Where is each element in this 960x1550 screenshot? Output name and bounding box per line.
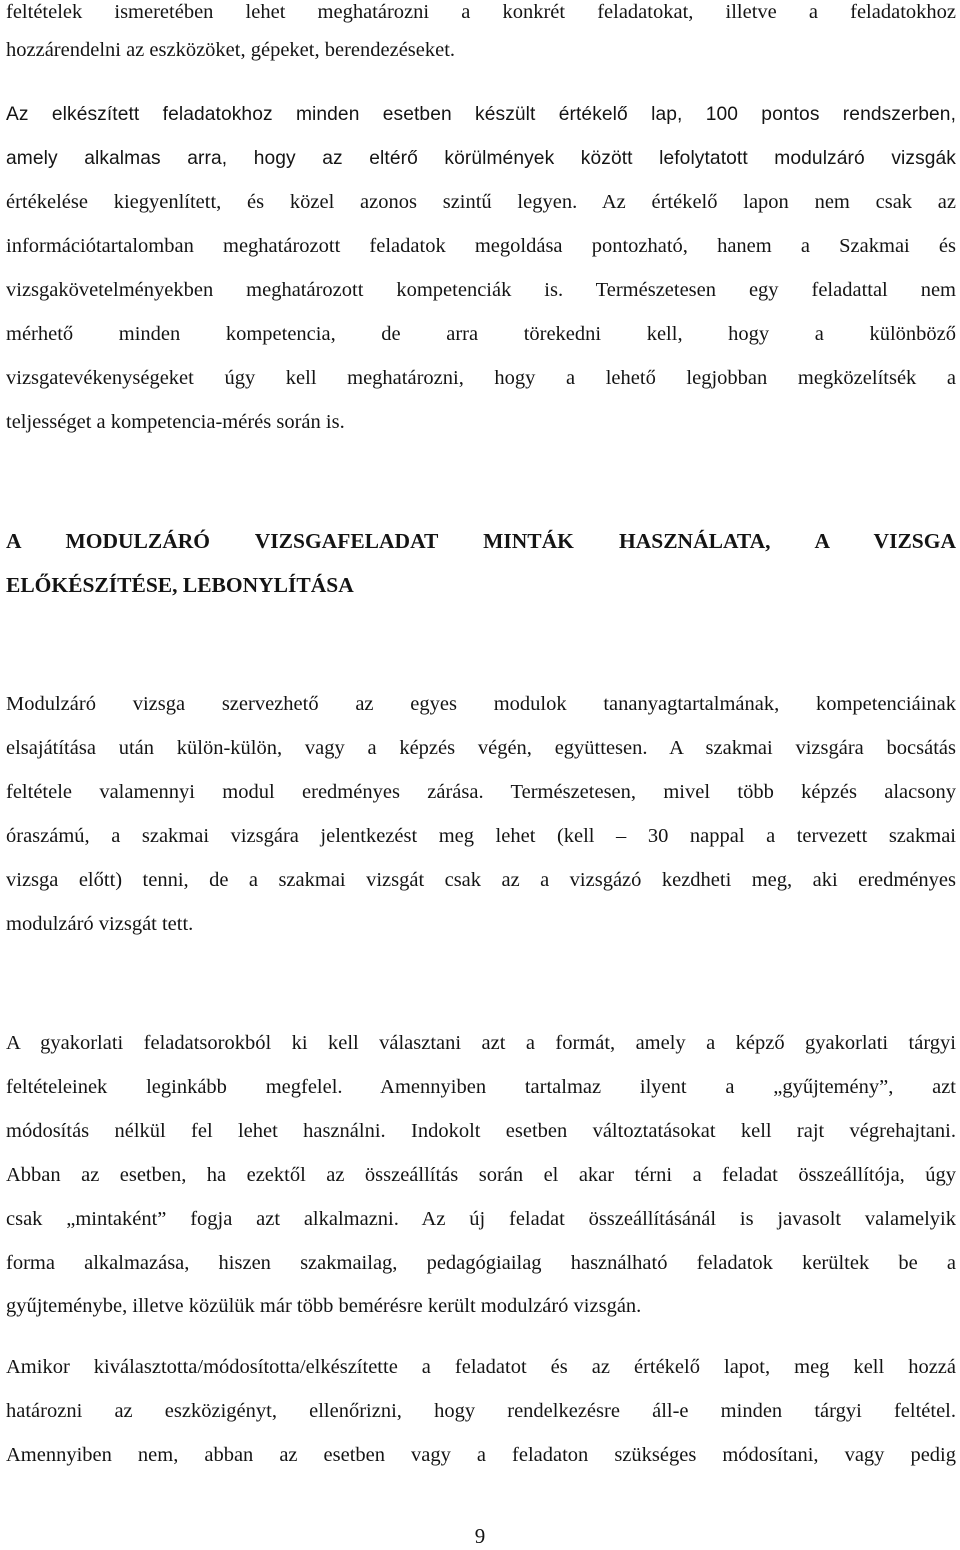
text-line: módosítás nélkül fel lehet használni. Indokolt esetben változtatásokat kell rajt végrehajtani. — [6, 1120, 956, 1142]
heading-line: A MODULZÁRÓ VIZSGAFELADAT MINTÁK HASZNÁLATA, A VIZSGA — [6, 529, 956, 553]
text-line: feltételek ismeretében lehet meghatározni a konkrét feladatokat, illetve a feladatokhoz — [6, 1, 956, 23]
text-line: Abban az esetben, ha ezektől az összeállítás során el akar térni a feladat összeállítója, úgy — [6, 1164, 956, 1186]
text-line: gyűjteménybe, illetve közülük már több bemérésre került modulzáró vizsgán. — [6, 1295, 642, 1317]
text-line: határozni az eszközigényt, ellenőrizni, hogy rendelkezésre áll-e minden tárgyi feltétel. — [6, 1400, 956, 1422]
text-line: hozzárendelni az eszközöket, gépeket, berendezéseket. — [6, 39, 456, 61]
text-line: amely alkalmas arra, hogy az eltérő körülmények között lefolytatott modulzáró vizsgák — [6, 148, 956, 169]
text-line: vizsgakövetelményekben meghatározott kompetenciák is. Természetesen egy feladattal nem — [6, 279, 956, 301]
text-line: Amikor kiválasztotta/módosította/elkészítette a feladatot és az értékelő lapot, meg kell hozzá — [6, 1356, 956, 1378]
text-line: Modulzáró vizsga szervezhető az egyes modulok tananyagtartalmának, kompetenciáinak — [6, 693, 956, 715]
text-line: értékelése kiegyenlített, és közel azonos szintű legyen. Az értékelő lapon nem csak az — [6, 191, 956, 213]
text-line: információtartalomban meghatározott feladatok megoldása pontozható, hanem a Szakmai és — [6, 235, 956, 257]
text-line: feltételeinek leginkább megfelel. Amennyiben tartalmaz ilyent a „gyűjtemény”, azt — [6, 1076, 956, 1098]
text-line: A gyakorlati feladatsorokból ki kell választani azt a formát, amely a képző gyakorlati tárgyi — [6, 1032, 956, 1054]
text-line: elsajátítása után külön-külön, vagy a képzés végén, együttesen. A szakmai vizsgára bocsátás — [6, 737, 956, 759]
text-line: vizsga előtt) tenni, de a szakmai vizsgát csak az a vizsgázó kezdheti meg, aki eredményes — [6, 869, 956, 891]
text-line: feltétele valamennyi modul eredményes zárása. Természetesen, mivel több képzés alacsony — [6, 781, 956, 803]
text-line: óraszámú, a szakmai vizsgára jelentkezést meg lehet (kell – 30 nappal a tervezett szakmai — [6, 825, 956, 847]
text-line: Az elkészített feladatokhoz minden esetben készült értékelő lap, 100 pontos rendszerben, — [6, 104, 956, 125]
heading-line: ELŐKÉSZÍTÉSE, LEBONYLÍTÁSA — [6, 573, 354, 597]
text-line: forma alkalmazása, hiszen szakmailag, pedagógiailag használható feladatok kerültek be a — [6, 1252, 956, 1274]
text-line: teljességet a kompetencia-mérés során is. — [6, 411, 345, 433]
page-number: 9 — [474, 1524, 486, 1548]
text-line: mérhető minden kompetencia, de arra törekedni kell, hogy a különböző — [6, 323, 956, 345]
text-line: vizsgatevékenységeket úgy kell meghatározni, hogy a lehető legjobban megközelítsék a — [6, 367, 956, 389]
text-line: Amennyiben nem, abban az esetben vagy a feladaton szükséges módosítani, vagy pedig — [6, 1444, 956, 1466]
text-line: modulzáró vizsgát tett. — [6, 913, 194, 935]
text-line: csak „mintaként” fogja azt alkalmazni. Az új feladat összeállításánál is javasolt valamelyik — [6, 1208, 956, 1230]
